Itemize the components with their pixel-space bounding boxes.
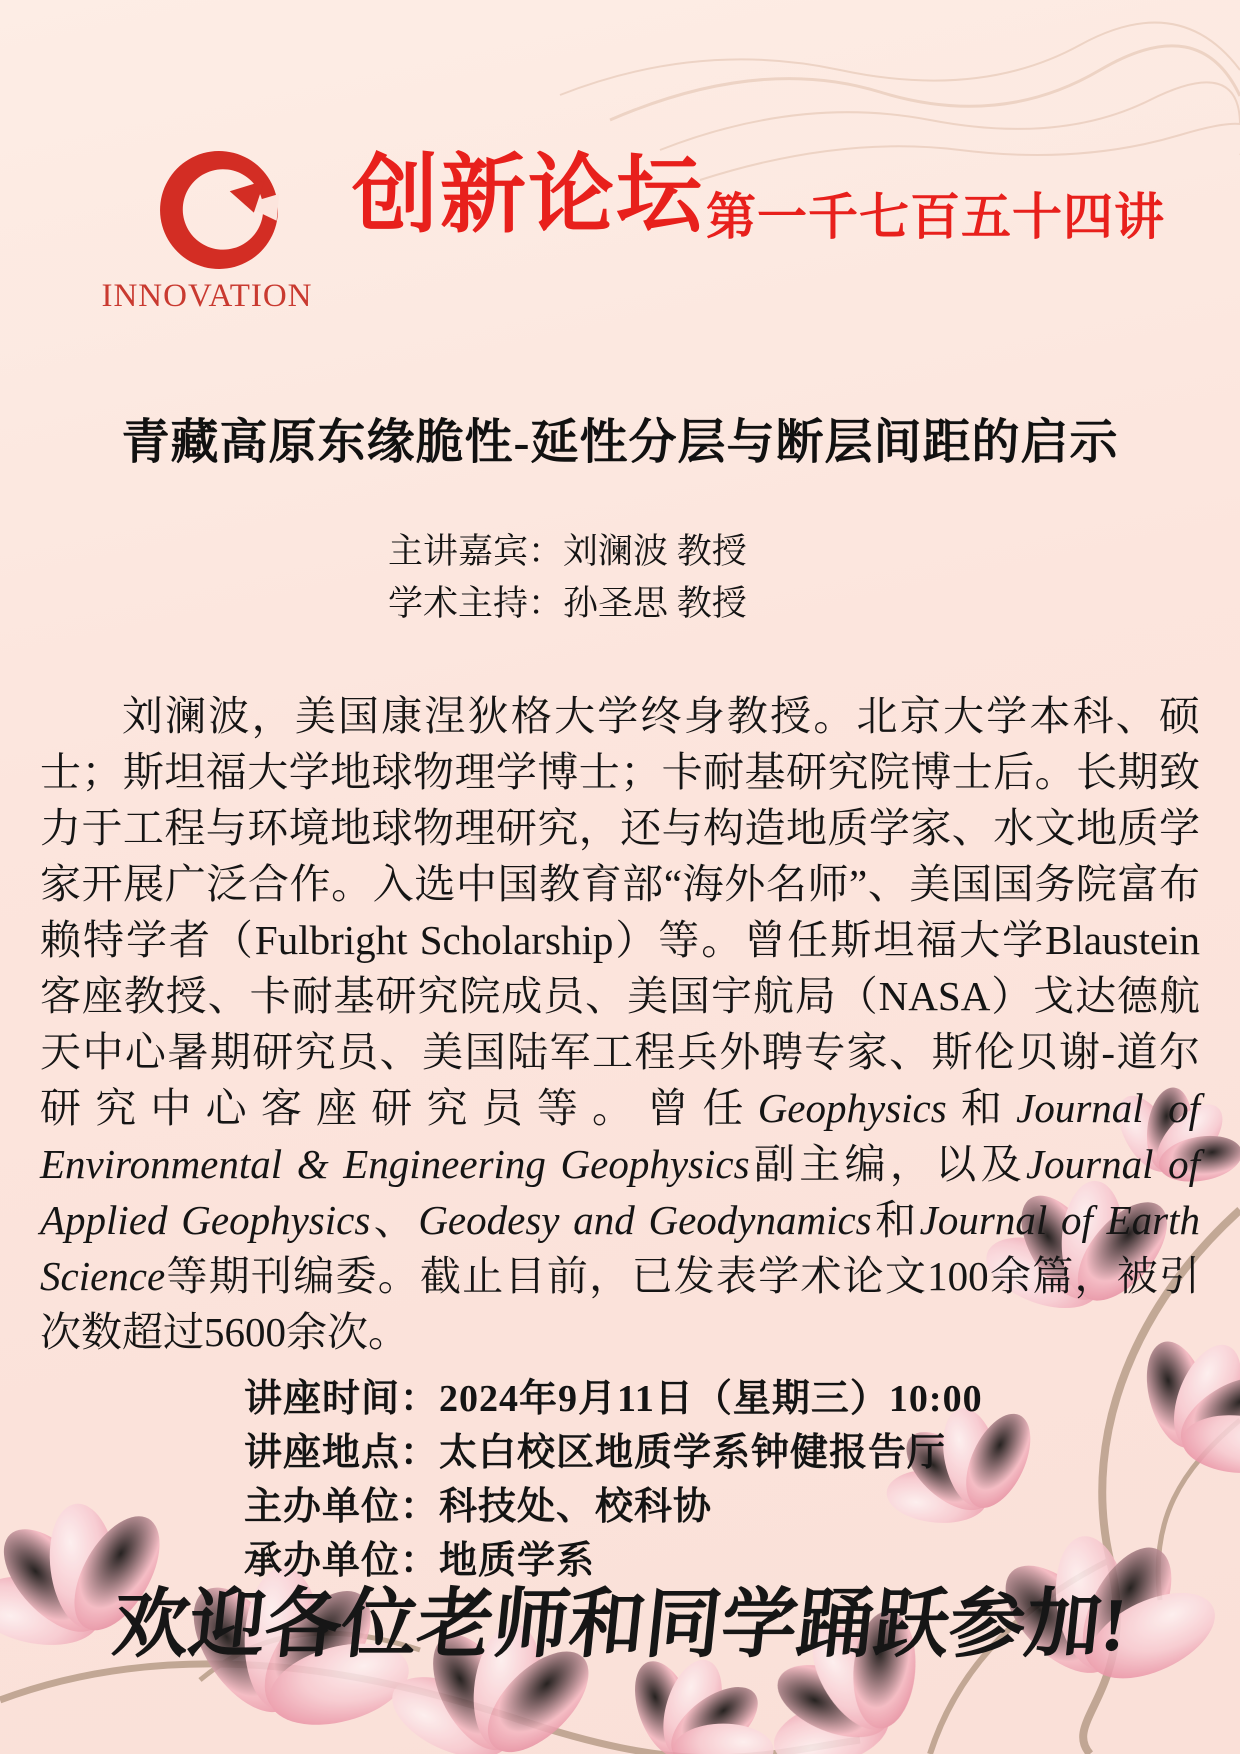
bio-segment: 刘澜波，美国康涅狄格大学终身教授。北京大学本科、硕士；斯坦福大学地球物理学博士；卡耐基研究院博士后。长期致力于工程与环境地球物理研究，还与构造地质学家、水文地质学家开展广泛合作。入选中国教育部“海外名师”、美国国务院富布赖特学者（Fulbright Scholarship）等。曾任斯坦福大学Blaustein客座教授、卡耐基研究院成员、美国宇航局（NASA）戈达德航天中心暑期研究员、美国陆军工程兵外聘专家、斯伦贝谢-道尔研究中心客座研究员等。曾任 [40, 693, 1200, 1131]
innovation-wordmark: INNOVATION [101, 278, 313, 314]
bio-segment: 、 [370, 1197, 419, 1243]
bio-journal-name: Geodesy and Geodynamics [418, 1197, 872, 1243]
welcome-message: 欢迎各位老师和同学踊跃参加! [109, 1583, 1132, 1667]
organizer-value: 科技处、校科协 [439, 1486, 713, 1528]
speaker-name: 刘澜波 教授 [563, 532, 747, 571]
time-value: 2024年9月11日（星期三）10:00 [439, 1378, 983, 1420]
bio-segment: 等期刊编委。截止目前，已发表学术论文100余篇，被引次数超过5600余次。 [40, 1253, 1200, 1355]
speaker-biography [40, 688, 1200, 1360]
bio-segment: 副主编，以及 [749, 1141, 1026, 1187]
undertaker-label: 承办单位： [244, 1540, 440, 1582]
organizer-row [244, 1480, 983, 1534]
location-label: 讲座地点： [244, 1432, 440, 1474]
lecture-time-row [244, 1372, 983, 1426]
forum-title: 创新论坛 [352, 147, 704, 243]
speaker-line [388, 526, 747, 578]
time-label: 讲座时间： [244, 1378, 440, 1420]
speaker-block [388, 526, 747, 630]
bio-journal-name: Journal of Environmental & Engineering Geophysics [40, 1085, 1201, 1187]
undertaker-value: 地质学系 [439, 1540, 596, 1582]
bio-segment: 和 [871, 1197, 920, 1243]
bio-segment: 和 [946, 1085, 1017, 1131]
host-line [388, 578, 747, 630]
undertaker-row [244, 1534, 983, 1588]
host-name: 孙圣思 教授 [563, 584, 747, 623]
lecture-location-row [244, 1426, 983, 1480]
bio-journal-name: Journal of Applied Geophysics [40, 1141, 1201, 1243]
lecture-details [244, 1372, 983, 1588]
lecture-title: 青藏高原东缘脆性-延性分层与断层间距的启示 [121, 416, 1119, 469]
innovation-logo-icon [152, 143, 286, 277]
lecture-number: 第一千七百五十四讲 [706, 189, 1165, 245]
speaker-label: 主讲嘉宾： [388, 532, 564, 571]
bio-journal-name: Journal of Earth Science [40, 1197, 1201, 1299]
organizer-label: 主办单位： [244, 1486, 440, 1528]
bio-journal-name: Geophysics [757, 1085, 947, 1131]
host-label: 学术主持： [388, 584, 564, 623]
location-value: 太白校区地质学系钟健报告厅 [439, 1432, 947, 1474]
